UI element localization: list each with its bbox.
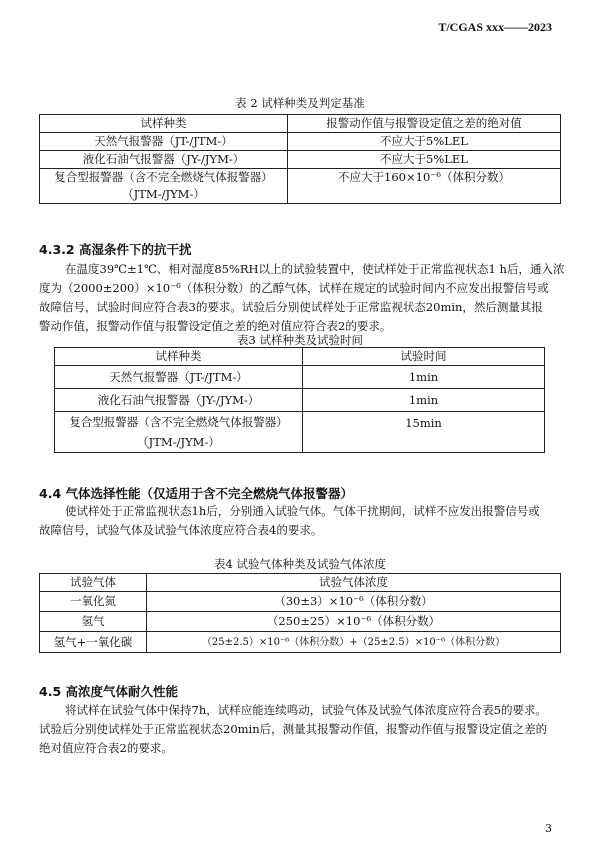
text-line: 绝对值应符合表2的要求。 (39, 741, 173, 755)
cell-line: 复合型报警器（含不完全燃烧气体报警器） (69, 415, 288, 429)
table-cell: 液化石油气报警器（JY-/JYM-） (40, 151, 288, 169)
table-row (40, 612, 561, 632)
table4 (39, 573, 561, 653)
section-heading: 4.5 高浓度气体耐久性能 (39, 684, 178, 699)
page-number: 3 (545, 822, 552, 835)
column-header: 试验气体 (40, 574, 147, 592)
column-header: 试样种类 (55, 348, 303, 366)
table-cell: 不应大于5%LEL (288, 151, 561, 169)
section-paragraph (39, 701, 561, 758)
table-cell: 1min (303, 389, 545, 412)
table-cell: （250±25）×10⁻⁶（体积分数） (147, 612, 561, 632)
table-cell: 液化石油气报警器（JY-/JYM-） (55, 389, 303, 412)
text-line: 度为（2000±200）×10⁻⁶（体积分数）的乙醇气体，试样在规定的试验时间内不应发出报警信号或 (39, 281, 549, 295)
table-row (55, 366, 545, 389)
table3-caption: 表3 试样种类及试验时间 (237, 333, 363, 347)
column-header: 试验气体浓度 (147, 574, 561, 592)
table-header-row (40, 574, 561, 592)
table-header-row (55, 348, 545, 366)
table2 (39, 114, 561, 204)
text-line: 在温度39℃±1℃、相对湿度85%RH以上的试验装置中，使试样处于正常监视状态1 h后，通入浓 (65, 262, 565, 276)
text-line: 故障信号，试验时间应符合表3的要求。试验后分别使试样处于正常监视状态20min，然后测量其报 (39, 300, 543, 314)
column-header: 试验时间 (303, 348, 545, 366)
table-row (40, 592, 561, 612)
table3 (54, 347, 545, 453)
table-cell: 不应大于160×10⁻⁶（体积分数） (288, 169, 561, 204)
table-cell: 氢气+一氧化碳 (40, 632, 147, 653)
table-row (55, 389, 545, 412)
column-header: 试样种类 (40, 115, 288, 133)
table-cell: （30±3）×10⁻⁶（体积分数） (147, 592, 561, 612)
table-row (40, 632, 561, 653)
table-cell (40, 169, 288, 204)
table-cell (55, 412, 303, 453)
text-line: 将试样在试验气体中保持7h，试样应能连续鸣动，试验气体及试验气体浓度应符合表5的要求。 (65, 703, 548, 717)
table-header-row (40, 115, 561, 133)
table-cell: 天然气报警器（JT-/JTM-） (55, 366, 303, 389)
section-paragraph (39, 502, 561, 540)
cell-line: （JTM-/JYM-） (137, 435, 220, 449)
table-row (40, 151, 561, 169)
table-cell: 1min (303, 366, 545, 389)
table4-caption: 表4 试验气体种类及试验气体浓度 (214, 557, 386, 571)
cell-line: 复合型报警器（含不完全燃烧气体报警器） (54, 170, 273, 184)
table2-caption: 表 2 试样种类及判定基准 (235, 96, 365, 110)
text-line: 警动作值，报警动作值与报警设定值之差的绝对值应符合表2的要求。 (39, 319, 392, 333)
table-cell: 不应大于5%LEL (288, 133, 561, 151)
document-code-header: T/CGAS xxx——2023 (438, 20, 552, 34)
cell-line: （JTM-/JYM-） (122, 187, 205, 201)
section-paragraph (39, 260, 565, 336)
table-cell: 15min (303, 412, 545, 453)
table-cell: 天然气报警器（JT-/JTM-） (40, 133, 288, 151)
section-heading: 4.4 气体选择性能（仅适用于含不完全燃烧气体报警器） (39, 486, 353, 501)
text-line: 试验后分别使试样处于正常监视状态20min后，测量其报警动作值，报警动作值与报警设定值之差的 (39, 722, 548, 736)
table-cell: 一氧化氮 (40, 592, 147, 612)
table-row (55, 412, 545, 453)
table-cell: 氢气 (40, 612, 147, 632)
table-cell: （25±2.5）×10⁻⁶（体积分数）+（25±2.5）×10⁻⁶（体积分数） (147, 632, 561, 653)
table-row (40, 133, 561, 151)
section-heading: 4.3.2 高湿条件下的抗干扰 (39, 242, 192, 257)
table-row (40, 169, 561, 204)
text-line: 故障信号，试验气体及试验气体浓度应符合表4的要求。 (39, 523, 323, 537)
text-line: 使试样处于正常监视状态1h后，分别通入试验气体。气体干扰期间，试样不应发出报警信号或 (65, 504, 540, 518)
column-header: 报警动作值与报警设定值之差的绝对值 (288, 115, 561, 133)
